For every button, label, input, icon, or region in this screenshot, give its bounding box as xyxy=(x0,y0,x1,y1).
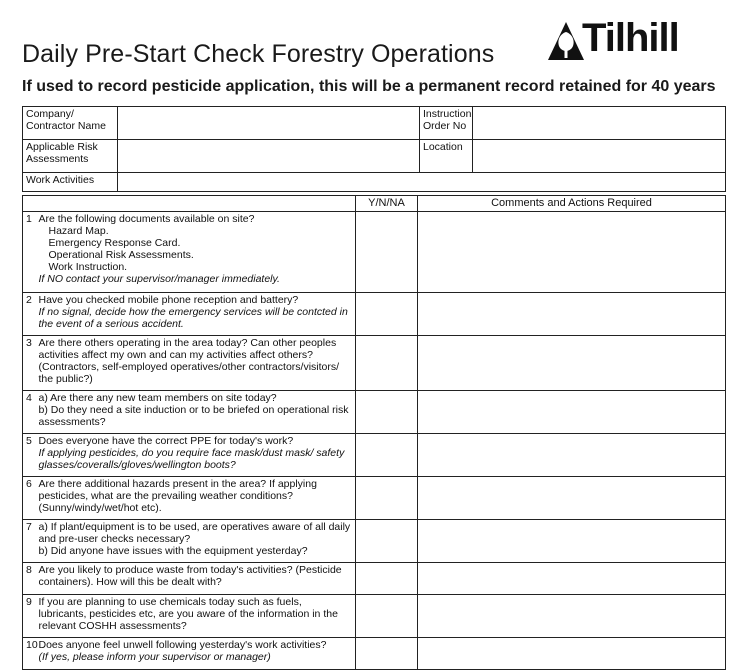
question-line: Operational Risk Assessments. xyxy=(48,249,194,261)
ynna-cell[interactable] xyxy=(356,595,418,638)
ynna-cell[interactable] xyxy=(356,638,418,670)
question-line: Emergency Response Card. xyxy=(48,237,181,249)
checklist-table xyxy=(22,195,726,670)
ynna-cell[interactable] xyxy=(356,520,418,563)
item-question xyxy=(36,293,356,336)
company-field[interactable] xyxy=(118,107,420,140)
info-table xyxy=(22,106,726,192)
question-note: If NO contact your supervisor/manager immediately. xyxy=(38,273,280,285)
comments-cell[interactable] xyxy=(418,520,726,563)
comments-cell[interactable] xyxy=(418,595,726,638)
checklist-row xyxy=(23,563,726,595)
work-field[interactable] xyxy=(118,173,726,192)
checklist-row xyxy=(23,638,726,670)
comments-cell[interactable] xyxy=(418,336,726,391)
question-note: (If yes, please inform your supervisor or manager) xyxy=(38,651,271,663)
item-question xyxy=(36,595,356,638)
tree-logo-icon xyxy=(546,20,586,64)
comments-cell[interactable] xyxy=(418,434,726,477)
question-line: Does anyone feel unwell following yesterday's work activities? xyxy=(38,639,327,651)
question-line: Are there additional hazards present in the area? If applying pesticides, what are the prevailing weather conditions? (Sunny/windy/wet/hot etc). xyxy=(38,478,317,514)
ynna-cell[interactable] xyxy=(356,293,418,336)
question-note: If no signal, decide how the emergency services will be contcted in the event of a serious accident. xyxy=(38,306,348,330)
checklist-row xyxy=(23,434,726,477)
ynna-cell[interactable] xyxy=(356,212,418,293)
instruction-field[interactable] xyxy=(473,107,726,140)
comments-cell[interactable] xyxy=(418,391,726,434)
checklist-header xyxy=(23,196,726,212)
item-number: 2 xyxy=(23,293,36,336)
checklist-row xyxy=(23,595,726,638)
comments-cell[interactable] xyxy=(418,212,726,293)
item-number: 1 xyxy=(23,212,36,293)
item-question xyxy=(36,563,356,595)
item-number: 3 xyxy=(23,336,36,391)
question-line: a) If plant/equipment is to be used, are operatives aware of all daily and pre-user checks necessary? xyxy=(38,521,351,545)
ynna-header: Y/N/NA xyxy=(356,196,418,212)
ynna-cell[interactable] xyxy=(356,434,418,477)
question-line: If you are planning to use chemicals today such as fuels, lubricants, pesticides etc, are you aware of the information in the relevant COSHH assessments? xyxy=(38,596,338,632)
ynna-cell[interactable] xyxy=(356,563,418,595)
question-line: Are there others operating in the area today? Can other peoples activities affect my own and can my activities affect others? (Contractors, self-employed operatives/other contractors/visitors/ the public?) xyxy=(38,337,340,385)
question-line: a) Are there any new team members on site today? xyxy=(38,392,277,404)
question-line: Hazard Map. xyxy=(48,225,109,237)
item-question xyxy=(36,434,356,477)
ynna-cell[interactable] xyxy=(356,477,418,520)
comments-cell[interactable] xyxy=(418,293,726,336)
checklist-row xyxy=(23,477,726,520)
company-label: Company/ Contractor Name xyxy=(23,107,118,140)
item-question xyxy=(36,336,356,391)
page-subtitle: If used to record pesticide application, this will be a permanent record retained for 40 years xyxy=(22,78,716,95)
instruction-label: Instruction Order No xyxy=(420,107,473,140)
tilhill-logo xyxy=(546,16,726,64)
question-line: Are the following documents available on site? xyxy=(38,213,255,225)
location-field[interactable] xyxy=(473,140,726,173)
checklist-row xyxy=(23,336,726,391)
question-line: b) Did anyone have issues with the equipment yesterday? xyxy=(38,545,308,557)
comments-header: Comments and Actions Required xyxy=(418,196,726,212)
question-line: Does everyone have the correct PPE for today's work? xyxy=(38,435,294,447)
ynna-cell[interactable] xyxy=(356,336,418,391)
question-line: b) Do they need a site induction or to be briefed on operational risk assessments? xyxy=(38,404,349,428)
location-label: Location xyxy=(420,140,473,173)
item-number: 8 xyxy=(23,563,36,595)
comments-cell[interactable] xyxy=(418,563,726,595)
checklist-row xyxy=(23,293,726,336)
question-line: Have you checked mobile phone reception and battery? xyxy=(38,294,299,306)
item-question xyxy=(36,520,356,563)
item-question xyxy=(36,477,356,520)
risk-label: Applicable Risk Assessments xyxy=(23,140,118,173)
ynna-cell[interactable] xyxy=(356,391,418,434)
item-question xyxy=(36,638,356,670)
item-number: 7 xyxy=(23,520,36,563)
item-number: 6 xyxy=(23,477,36,520)
comments-cell[interactable] xyxy=(418,477,726,520)
item-number: 9 xyxy=(23,595,36,638)
question-note: If applying pesticides, do you require face mask/dust mask/ safety glasses/coveralls/gloves/wellington boots? xyxy=(38,447,345,471)
risk-field[interactable] xyxy=(118,140,420,173)
logo-text: Tilhill xyxy=(582,16,679,60)
question-header xyxy=(23,196,356,212)
checklist-row xyxy=(23,212,726,293)
item-number: 5 xyxy=(23,434,36,477)
item-number: 10 xyxy=(23,638,36,670)
question-line: Work Instruction. xyxy=(48,261,128,273)
checklist-row xyxy=(23,391,726,434)
page-title: Daily Pre-Start Check Forestry Operations xyxy=(22,40,495,68)
work-label: Work Activities xyxy=(23,173,118,192)
item-question xyxy=(36,391,356,434)
question-line: Are you likely to produce waste from today's activities? (Pesticide containers). How will this be dealt with? xyxy=(38,564,342,588)
item-number: 4 xyxy=(23,391,36,434)
checklist-row xyxy=(23,520,726,563)
comments-cell[interactable] xyxy=(418,638,726,670)
item-question xyxy=(36,212,356,293)
